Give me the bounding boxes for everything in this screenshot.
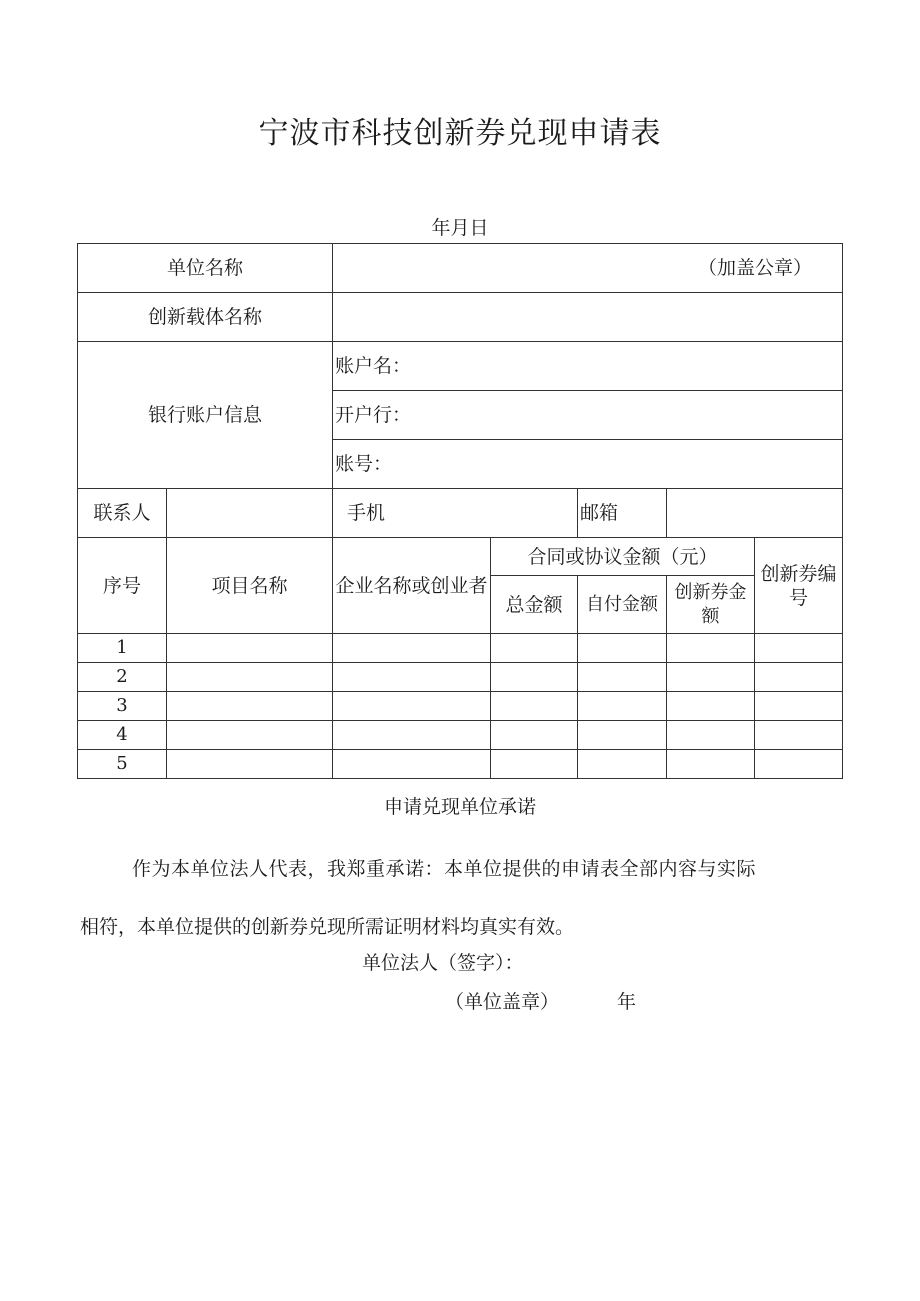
contact-field[interactable] xyxy=(167,489,333,538)
carrier-name-label: 创新载体名称 xyxy=(78,293,333,342)
bank-branch-field[interactable] xyxy=(333,391,843,440)
bank-info-label: 银行账户信息 xyxy=(78,342,333,489)
carrier-name-row xyxy=(78,293,843,342)
unit-name-label: 单位名称 xyxy=(78,244,333,293)
email-label: 邮箱 xyxy=(578,489,667,538)
cell-voucher-no[interactable] xyxy=(755,634,843,663)
cell-company[interactable] xyxy=(333,663,491,692)
table-row xyxy=(78,692,843,721)
cell-voucher-amount[interactable] xyxy=(667,750,755,779)
cell-self-paid[interactable] xyxy=(578,750,667,779)
table-row xyxy=(78,721,843,750)
cell-project-name[interactable] xyxy=(167,663,333,692)
cell-voucher-amount[interactable] xyxy=(667,721,755,750)
account-number-label: 账号： xyxy=(335,453,393,475)
official-seal-note: （加盖公章） xyxy=(698,257,813,279)
cell-total-amount[interactable] xyxy=(491,692,578,721)
cell-project-name[interactable] xyxy=(167,721,333,750)
seal-line xyxy=(445,988,636,1016)
row-seq: 2 xyxy=(78,663,167,692)
year-label: 年 xyxy=(617,991,637,1013)
bank-account-name-row xyxy=(78,342,843,391)
self-paid-header: 自付金额 xyxy=(578,576,667,634)
row-seq: 3 xyxy=(78,692,167,721)
cell-voucher-no[interactable] xyxy=(755,692,843,721)
table-row xyxy=(78,663,843,692)
unit-seal-label: （单位盖章） xyxy=(445,991,560,1013)
company-header: 企业名称或创业者 xyxy=(333,538,491,634)
cell-voucher-no[interactable] xyxy=(755,663,843,692)
unit-name-row xyxy=(78,244,843,293)
cell-company[interactable] xyxy=(333,634,491,663)
cell-project-name[interactable] xyxy=(167,634,333,663)
voucher-no-header: 创新券编号 xyxy=(755,538,843,634)
application-form-table xyxy=(77,243,843,779)
cell-voucher-no[interactable] xyxy=(755,721,843,750)
voucher-amount-header: 创新券金额 xyxy=(667,576,755,634)
contract-amount-header: 合同或协议金额（元） xyxy=(491,538,755,576)
account-name-label: 账户名： xyxy=(335,355,412,377)
cell-company[interactable] xyxy=(333,750,491,779)
cell-voucher-amount[interactable] xyxy=(667,692,755,721)
cell-total-amount[interactable] xyxy=(491,634,578,663)
cell-total-amount[interactable] xyxy=(491,721,578,750)
row-seq: 4 xyxy=(78,721,167,750)
table-row xyxy=(78,634,843,663)
commitment-line-1: 作为本单位法人代表，我郑重承诺：本单位提供的申请表全部内容与实际 xyxy=(132,858,757,880)
page-title: 宁波市科技创新券兑现申请表 xyxy=(258,116,662,151)
project-name-header: 项目名称 xyxy=(167,538,333,634)
cell-self-paid[interactable] xyxy=(578,692,667,721)
account-number-field[interactable] xyxy=(333,440,843,489)
cell-project-name[interactable] xyxy=(167,692,333,721)
cell-total-amount[interactable] xyxy=(491,663,578,692)
commitment-line-2: 相符，本单位提供的创新券兑现所需证明材料均真实有效。 xyxy=(80,916,575,938)
commitment-heading: 申请兑现单位承诺 xyxy=(383,796,536,818)
cell-self-paid[interactable] xyxy=(578,663,667,692)
cell-voucher-amount[interactable] xyxy=(667,634,755,663)
seq-header: 序号 xyxy=(78,538,167,634)
cell-self-paid[interactable] xyxy=(578,634,667,663)
bank-branch-label: 开户行： xyxy=(335,404,412,426)
date-line: 年月日 xyxy=(431,217,489,239)
total-amount-header: 总金额 xyxy=(491,576,578,634)
cell-project-name[interactable] xyxy=(167,750,333,779)
account-name-field[interactable] xyxy=(333,342,843,391)
commitment-paragraph xyxy=(80,840,840,956)
cell-total-amount[interactable] xyxy=(491,750,578,779)
cell-company[interactable] xyxy=(333,721,491,750)
phone-label: 手机 xyxy=(347,502,386,524)
cell-company[interactable] xyxy=(333,692,491,721)
contact-row xyxy=(78,489,843,538)
legal-representative-signature: 单位法人（签字）： xyxy=(362,952,524,974)
carrier-name-field[interactable] xyxy=(333,293,843,342)
cell-voucher-amount[interactable] xyxy=(667,663,755,692)
table-row xyxy=(78,750,843,779)
cell-voucher-no[interactable] xyxy=(755,750,843,779)
row-seq: 1 xyxy=(78,634,167,663)
phone-field[interactable] xyxy=(333,489,578,538)
contact-label: 联系人 xyxy=(78,489,167,538)
cell-self-paid[interactable] xyxy=(578,721,667,750)
unit-name-field[interactable] xyxy=(333,244,843,293)
email-field[interactable] xyxy=(667,489,843,538)
header-row-1 xyxy=(78,538,843,576)
row-seq: 5 xyxy=(78,750,167,779)
